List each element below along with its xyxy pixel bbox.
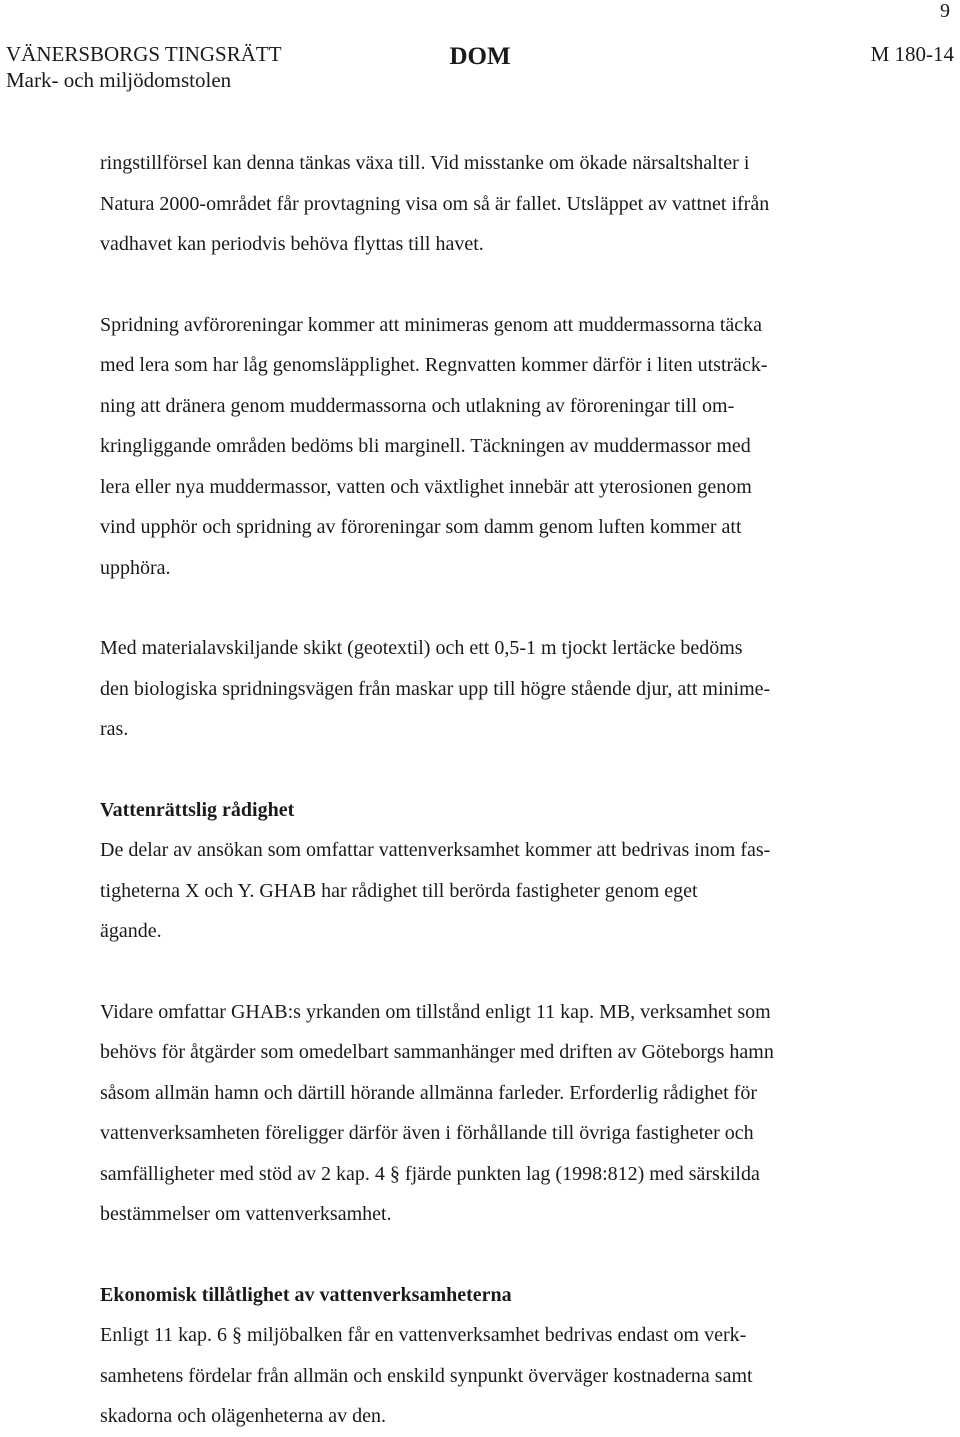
page-number: 9 bbox=[940, 0, 950, 22]
court-name: VÄNERSBORGS TINGSRÄTT bbox=[6, 42, 282, 66]
section-heading: Vattenrättslig rådighet bbox=[100, 798, 295, 821]
case-number: M 180-14 bbox=[870, 42, 954, 66]
section-heading: Ekonomisk tillåtlighet av vattenverksamheterna bbox=[100, 1283, 512, 1306]
document-header bbox=[6, 42, 954, 102]
paragraph: Spridning avföroreningar kommer att minimeras genom att muddermassorna täcka med lera som har låg genomsläpplighet. Regnvatten kommer därför i liten utsträck- ning att dränera genom muddermassorna och utlakning av föroreningar till om- kringliggande områden bedöms bli marginell. Täckningen av muddermassor med lera eller nya muddermassor, vatten och växtlighet innebär att yterosionen genom vind upphör och spridning av föroreningar som damm genom luften kommer att upphöra. bbox=[100, 313, 768, 579]
document-type: DOM bbox=[449, 43, 511, 70]
court-department: Mark- och miljödomstolen bbox=[6, 68, 232, 92]
paragraph: Med materialavskiljande skikt (geotextil) och ett 0,5-1 m tjockt lertäcke bedöms den biologiska spridningsvägen från maskar upp till högre stående djur, att minime- ras. bbox=[100, 637, 771, 740]
paragraph: Vidare omfattar GHAB:s yrkanden om tillstånd enligt 11 kap. MB, verksamhet som behövs för åtgärder som omedelbart sammanhänger med driften av Göteborgs hamn såsom allmän hamn och därtill hörande allmänna farleder. Erforderlig rådighet för vattenverksamheten föreligger därför även i förhållande till övriga fastigheter och samfälligheter med stöd av 2 kap. 4 § fjärde punkten lag (1998:812) med särskilda bestämmelser om vattenverksamhet. bbox=[100, 1000, 774, 1225]
paragraph: Enligt 11 kap. 6 § miljöbalken får en vattenverksamhet bedrivas endast om verk- samhetens fördelar från allmän och enskild synpunkt överväger kostnaderna samt skadorna och olägenheterna av den. bbox=[100, 1324, 753, 1427]
paragraph: De delar av ansökan som omfattar vattenverksamhet kommer att bedrivas inom fas- tigheterna X och Y. GHAB har rådighet till berörda fastigheter genom eget ägande. bbox=[100, 839, 771, 942]
document-body bbox=[100, 143, 900, 1437]
paragraph: ringstillförsel kan denna tänkas växa till. Vid misstanke om ökade närsaltshalter i Natura 2000-området får provtagning visa om så är fallet. Utsläppet av vattnet ifrån vadhavet kan periodvis behöva flyttas till havet. bbox=[100, 152, 770, 255]
